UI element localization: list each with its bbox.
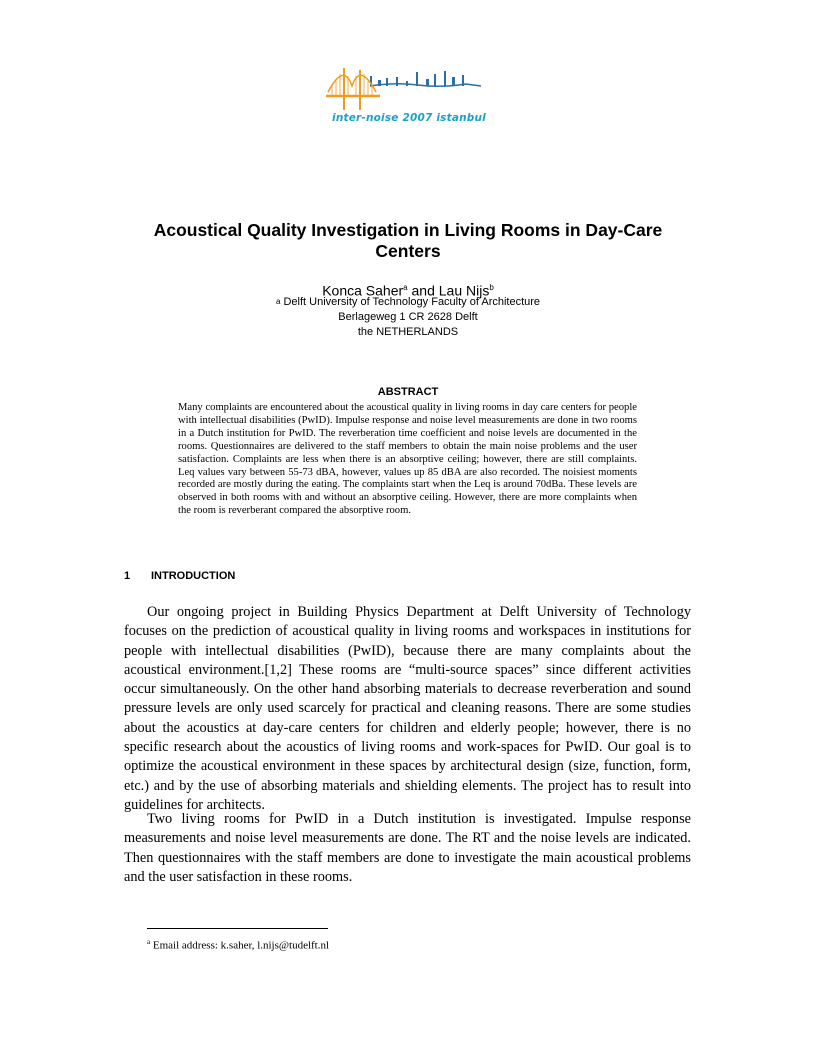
section-number: 1 — [124, 570, 131, 582]
section-title: INTRODUCTION — [151, 570, 236, 582]
affiliation-mark: a — [403, 283, 408, 292]
abstract-heading: ABSTRACT — [377, 386, 439, 398]
affiliation-country: the NETHERLANDS — [357, 326, 459, 338]
footnote — [147, 936, 329, 953]
author-name: Konca Saher — [322, 282, 404, 299]
affiliation-institution: Delft University of Technology Faculty of Architecture — [283, 296, 541, 308]
affiliation-block — [124, 295, 692, 340]
affiliation-mark: b — [489, 283, 494, 292]
footnote-text: Email address: k.saher, l.nijs@tudelft.nl — [152, 939, 330, 952]
affiliation-address: Berlageweg 1 CR 2628 Delft — [338, 311, 478, 323]
author-connector: and — [407, 282, 439, 299]
bridge-skyline-icon — [326, 62, 488, 112]
body-paragraph: Our ongoing project in Building Physics Department at Delft University of Technology focuses on the prediction of acoustical quality in living rooms and workspaces in institutions for people with intellectual disabilities (PwID), because there are many complaints about the acoustical environment.[1,2] These rooms are “multi-source spaces” since different activities occur simultaneously. On the other hand absorbing materials to decrease reverberation and sound pressure levels are only used scarcely for practical and cleaning reasons. There are some studies about the acoustics at day-care centers for children and elderly people; however, there is no specific research about the acoustics of living rooms and work-spaces for PwID. Our goal is to optimize the acoustical environment in these spaces by architectural design (size, function, form, etc.) and by the use of absorbing materials and shielding elements. The project has to result into guidelines for architects. — [124, 604, 691, 813]
section-heading — [124, 570, 235, 582]
affiliation-mark: a — [275, 297, 281, 306]
paper-title: Acoustical Quality Investigation in Living Rooms in Day-Care Centers — [153, 220, 663, 261]
conference-logo — [326, 62, 488, 128]
body-paragraph: Two living rooms for PwID in a Dutch institution is investigated. Impulse response measurements and noise level measurements are done. The RT and the noise levels are indicated. Then questionnaires with the staff members are done to investigate the main acoustical problems and the user satisfaction in these rooms. — [124, 811, 691, 885]
conference-logo-text: inter-noise 2007 istanbul — [332, 112, 486, 124]
abstract-text: Many complaints are encountered about the acoustical quality in living rooms in day care centers for people with intellectual disabilities (PwID). Impulse response and noise level measurements are done in two rooms in a Dutch institution for PwID. The reverberation time coefficient and noise levels are documented in the rooms. Questionnaires are delivered to the staff members to obtain the main noise problems and the user satisfaction. Complaints are less when there is an absorptive ceiling; however, there are still complaints. Leq values vary between 55-73 dBA, however, values up 85 dBA are also recorded. The noisiest moments recorded are mostly during the eating. The complaints start when the Leq is around 70dBa. These levels are observed in both rooms with and without an absorptive ceiling. However, there are more complaints when the room is reverberant compared the absorptive room. — [178, 402, 637, 517]
author-name: Lau Nijs — [438, 282, 490, 299]
footnote-divider — [147, 928, 328, 929]
footnote-mark: a — [147, 938, 151, 946]
